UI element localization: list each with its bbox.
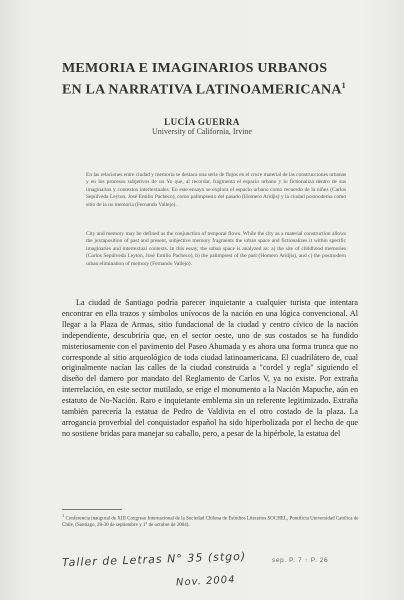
footnote xyxy=(62,513,362,530)
title-line-2: EN LA NARRATIVA LATINOAMERICANA$^1$ xyxy=(62,81,346,98)
abstract-english: City and memory may be defined as the conjunction of temporal flows. While the city as a material construction allows the juxtaposition of past and present, subjective memory fragments the urban space and fictionalizes it within specific imaginaries and intertextual contexts. In this essay, the urban space is analyzed as: a) the site of childhood memories (Carlos Sepúlveda Leyton, José Emilio Pacheco), b) the palimpsest of the past (Homero Aridjis), and c) the posmodern urban elimination of memory (Fernando Vallejo). xyxy=(86,231,346,267)
footnote-mark: 1 xyxy=(62,513,65,518)
article-title xyxy=(62,60,362,99)
abstract-spanish: En las relaciones entre ciudad y memoria se destaca una serie de flujos en el cruce material de las construcciones urbanas y en los procesos subjetivos de un Yo que, al recordar, fragmenta el espacio urbano y lo fictionaliza dentro de sus imaginarios y contextos intertextuales. En este ensayo se explora el espacio urbano como recuerdo de la niñez (Carlos Sepúlveda Leyton, José Emilio Pacheco), como palimpsesto del pasado (Homero Aridjis) y la ciudad posmoderna como sitio de la no memoria (Fernando Vallejo). xyxy=(86,172,346,208)
footnote-text: Conferencia inaugural de XIII Congreso Internacional de la Sociedad Chilena de Estudios Literarios SOCHEL, Pontificia Universidad Católica de Chile, (Santiago, 28-30 de septiembre y 1° de octubre de 2004). xyxy=(62,516,359,529)
author-name: LUCÍA GUERRA xyxy=(164,117,240,127)
author-affiliation: University of California, Irvine xyxy=(152,127,252,136)
handwritten-note-citation: Taller de Letras N° 35 (stgo) xyxy=(61,549,247,570)
title-line-1: MEMORIA E IMAGINARIOS URBANOS xyxy=(62,61,328,76)
footnote-divider xyxy=(62,509,122,510)
handwritten-note-date: Nov. 2004 xyxy=(175,574,236,589)
title-footnote-mark: 1 xyxy=(341,81,346,90)
body-paragraph: La ciudad de Santiago podría parecer inquietante a cualquier turista que intentara encontrar en ella trazos y símbolos unívocos de la nación en una lógica convencional. Al llegar a la Plaza de Armas, sitio fundacional de la ciudad y centro cívico de la nación independiente, descubriría que, en el sector oeste, uno de sus costados se ha fundido misteriosamente con el pavimento del Paseo Ahumada y es ahora una forma trunca que no corresponde al sitio arqueológico de toda ciudad latinoamericana. El cuadrilátero de, cual originalmente nacían las calles de la ciudad construida a "cordel y regla" siguiendo el diseño del damero por mandato del Reglamento de Carlos V, ya no existe. Por extraña interrelación, en este sector mutilado, se erige el monumento a la Nación Mapuche, aún en estatuto de No-Nación. Raro e inquietante emblema sin un referente legitimizado. Extraña también parecería la estatua de Pedro de Valdivia en el otro costado de la plaza. La arrogancia proverbial del conquistador español ha sido hiperbolizada por el hecho de que no sostiene bridas para manejar su caballo, pero, a pesar de la hipérbole, la estatua del xyxy=(62,298,358,438)
page-range-stamp: sep. P. 7 ↑ P. 26 xyxy=(272,557,329,564)
